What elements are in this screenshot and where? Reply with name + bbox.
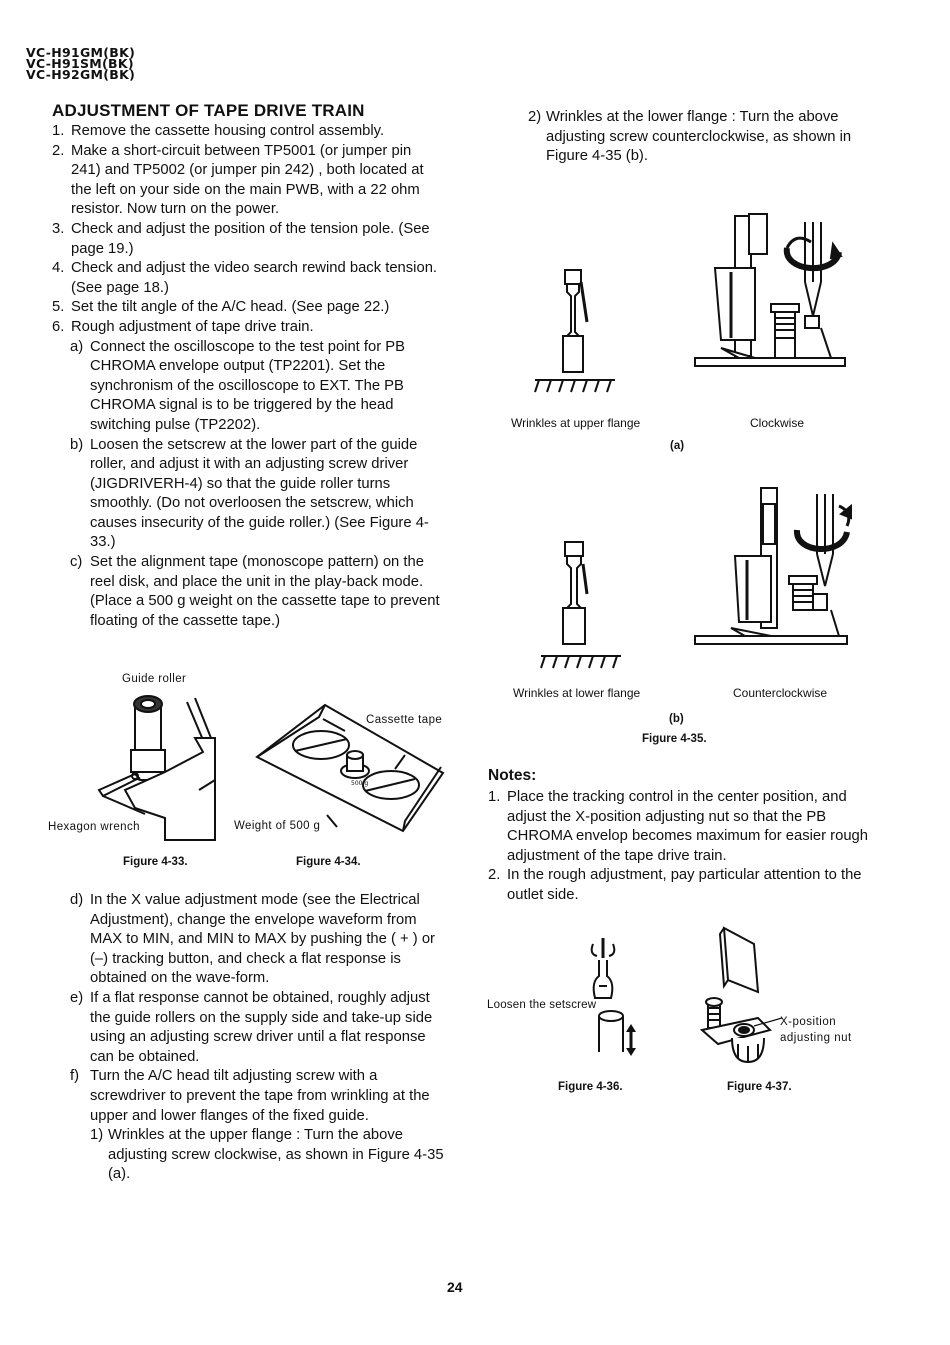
substep-a — [70, 338, 444, 436]
substep-text: Loosen the setscrew at the lower part of the guide roller, and adjust it with an adjusting screw driver (JIGDRIVERH-4) so that the guide roller turns smoothly. (Do not overloosen the setscrew, which causes insecurity of the guide roller.) (See Figure 4-33.) — [90, 436, 429, 551]
step-1 — [52, 122, 444, 142]
section-title: ADJUSTMENT OF TAPE DRIVE TRAIN — [52, 101, 365, 120]
substep-text: Set the alignment tape (monoscope pattern) on the reel disk, and place the unit in the play-back mode. — [90, 554, 424, 590]
substep-text: Wrinkles at the upper flange : Turn the above adjusting screw clockwise, as shown in Figure 4-35 (a). — [108, 1127, 444, 1183]
label-clockwise: Clockwise — [750, 416, 805, 430]
substep-note: (Place a 500 g weight on the cassette tape to prevent floating of the cassette tape.) — [90, 593, 440, 629]
substep-f — [70, 1067, 444, 1126]
substep-letter: f) — [70, 1068, 80, 1085]
substep-c — [70, 553, 444, 631]
label-weight: Weight of 500 g — [234, 820, 321, 832]
label-wrinkles-lower: Wrinkles at lower flange — [513, 686, 641, 700]
model-code: VC-H92GM(BK) — [26, 67, 136, 82]
label-cassette-tape: Cassette tape — [366, 714, 443, 726]
step-5 — [52, 298, 444, 318]
figure-4-34-caption: Figure 4-34. — [296, 856, 361, 868]
step-number: 5. — [52, 299, 65, 316]
step-2 — [52, 142, 444, 220]
guide-roller-illustration — [95, 690, 225, 845]
figure-4-37-caption: Figure 4-37. — [727, 1081, 792, 1093]
step-3 — [52, 220, 444, 259]
label-counterclockwise: Counterclockwise — [733, 686, 828, 700]
label-guide-roller: Guide roller — [122, 673, 187, 685]
label-b: (b) — [669, 713, 684, 725]
figure-4-36-caption: Figure 4-36. — [558, 1081, 623, 1093]
substep-text: Turn the A/C head tilt adjusting screw with a screwdriver to prevent the tape from wrinkling at the upper and lower flanges of the fixed guide. — [90, 1068, 430, 1124]
substep-number: 2) — [528, 109, 542, 125]
substep-number: 1) — [90, 1127, 104, 1144]
step-number: 3. — [52, 220, 65, 237]
note-number: 2. — [488, 867, 501, 884]
note-text: In the rough adjustment, pay particular attention to the outlet side. — [507, 867, 862, 903]
step-text: Remove the cassette housing control assembly. — [71, 123, 385, 139]
substep-letter: c) — [70, 554, 83, 571]
model-code: VC-H91GM(BK) — [26, 45, 136, 60]
note-1 — [488, 788, 878, 866]
substep-text: If a flat response cannot be obtained, roughly adjust the guide rollers on the supply side and take-up side using an adjusting screw driver until a flat response can be obtained. — [90, 989, 433, 1065]
step-number: 1. — [52, 123, 65, 139]
step-6 — [52, 318, 444, 338]
figure-4-35a-illustration — [535, 212, 855, 402]
substep-letter: a) — [70, 338, 84, 355]
note-text: Place the tracking control in the center position, and adjust the X-position adjusting nut so that the PB CHROMA envelop becomes maximum for easier rough adjustment of the tape drive train. — [507, 789, 869, 864]
substep-e — [70, 989, 444, 1067]
label-a: (a) — [670, 440, 685, 452]
substep-letter: b) — [70, 436, 84, 453]
step-text: Check and adjust the video search rewind back tension. (See page 18.) — [71, 260, 438, 296]
figure-4-35-caption: Figure 4-35. — [642, 733, 707, 745]
left-column — [52, 122, 444, 631]
substep-letter: e) — [70, 989, 84, 1006]
notes-list — [488, 788, 878, 906]
step-text: Make a short-circuit between TP5001 (or jumper pin 241) and TP5002 (or jumper pin 242) , both located at the left on your side on the main PWB, with a 22 ohm resistor. Now turn on the power. — [71, 142, 424, 218]
step-number: 2. — [52, 142, 65, 159]
label-x-position: X-position — [780, 1016, 837, 1028]
step-number: 6. — [52, 318, 65, 335]
step-text: Rough adjustment of tape drive train. — [71, 318, 314, 335]
label-loosen-setscrew: Loosen the setscrew — [487, 999, 597, 1011]
figure-4-33-caption: Figure 4-33. — [123, 856, 188, 868]
cassette-weight-illustration — [255, 703, 450, 835]
page-number: 24 — [447, 1279, 463, 1295]
label-hexagon-wrench: Hexagon wrench — [48, 821, 140, 833]
substep-f2 — [528, 108, 874, 167]
model-codes — [26, 47, 135, 80]
step-number: 4. — [52, 260, 65, 277]
figure-4-37-illustration — [698, 922, 788, 1072]
label-wrinkles-upper: Wrinkles at upper flange — [511, 416, 641, 430]
substep-text: Connect the oscilloscope to the test point for PB CHROMA envelope output (TP2201). Set the synchronism of the oscilloscope to EXT. The PB CHROMA signal is to be triggered by the head switching pulse (TP2202). — [90, 338, 406, 433]
step-4 — [52, 259, 444, 298]
notes-title: Notes: — [488, 767, 537, 784]
label-adjusting-nut: adjusting nut — [780, 1032, 852, 1044]
left-column-bottom — [70, 891, 444, 1185]
weight-mark: 500 g — [351, 780, 369, 787]
substep-d — [70, 891, 444, 989]
substep-text: In the X value adjustment mode (see the Electrical Adjustment), change the envelope waveform from MAX to MIN, and MIN to MAX by pushing the ( + ) or (–) tracking button, and check a flat response is obtained on the wave-form. — [90, 892, 435, 987]
figure-4-35b-illustration — [535, 484, 855, 674]
step-text: Set the tilt angle of the A/C head. (See page 22.) — [71, 299, 390, 316]
note-number: 1. — [488, 789, 501, 805]
substep-letter: d) — [70, 892, 84, 908]
note-2 — [488, 866, 878, 905]
step-text: Check and adjust the position of the tension pole. (See page 19.) — [71, 220, 430, 257]
substep-b — [70, 436, 444, 554]
model-code: VC-H91SM(BK) — [26, 56, 134, 71]
substep-f1 — [90, 1126, 444, 1185]
substep-text: Wrinkles at the lower flange : Turn the above adjusting screw counterclockwise, as shown in Figure 4-35 (b). — [546, 109, 852, 165]
